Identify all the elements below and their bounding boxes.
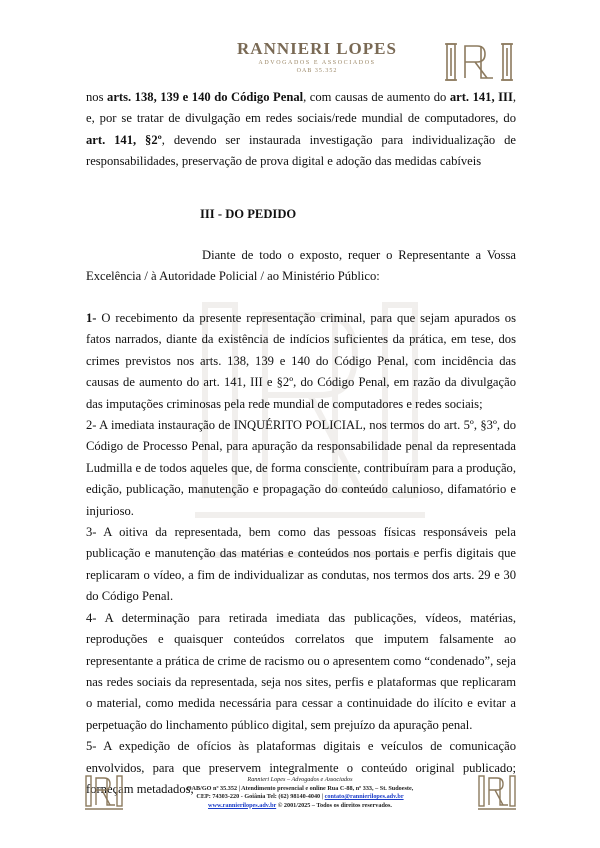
brand-name: RANNIERI LOPES bbox=[237, 39, 397, 58]
request-item-2: 2- A imediata instauração de INQUÉRITO POLICIAL, nos termos do art. 5º, §3º, do Código de Processo Penal, para apuração da responsabilidade penal da representada Ludmilla e de todos aqueles que, de forma consciente, contribuíram para a produção, edição, publicação, manutenção e propagação do conteúdo calunioso, difamatório e injurioso. bbox=[86, 418, 516, 518]
request-item-5: 5- A expedição de ofícios às plataformas digitais e veículos de comunicação envolvidos, para que preservem integralmente o conteúdo original publicado; forneçam metadados, bbox=[86, 739, 516, 796]
header-logo bbox=[445, 38, 513, 84]
brand-oab: OAB 35.352 bbox=[296, 68, 338, 74]
paragraph-crimes-text: nos arts. 138, 139 e 140 do Código Penal, com causas de aumento do art. 141, III, e, por se tratar de divulgação em redes sociais/rede mundial de computadores, do art. 141, §2º, devendo ser instaurada investigação para individualização de responsabilidades, preservação de prova digital e adoção das medidas cabíveis bbox=[86, 90, 517, 169]
footer-contact: CEP: 74303-220 - Goiânia Tel: (62) 98140-4040 | contato@rannierilopes.adv.br bbox=[196, 793, 404, 801]
footer-email-link[interactable]: contato@rannierilopes.adv.br bbox=[324, 793, 404, 801]
brand-subtitle: ADVOGADOS E ASSOCIADOS bbox=[258, 60, 376, 66]
footer-logo-right bbox=[478, 772, 516, 812]
header-brand bbox=[232, 40, 402, 75]
footer bbox=[140, 776, 460, 810]
request-list bbox=[86, 308, 516, 800]
footer-website-link[interactable]: www.rannierilopes.adv.br bbox=[208, 801, 277, 809]
paragraph-crimes bbox=[86, 87, 516, 173]
footer-copyright: www.rannierilopes.adv.br © 2001/2025 – Todos os direitos reservados. bbox=[208, 801, 392, 809]
request-item-1: 1- O recebimento da presente representação criminal, para que sejam apurados os fatos narrados, diante da existência de indícios suficientes da prática, em tese, dos crimes previstos nos arts. 138, 139 e 140 do Código Penal, com incidência das causas de aumento do art. 141, III e §2º, do Código Penal, em razão da divulgação das imputações criminosas pela rede mundial de computadores e redes sociais; bbox=[86, 311, 516, 411]
section-title: III - DO PEDIDO bbox=[200, 207, 297, 221]
footer-monogram-icon bbox=[478, 772, 516, 812]
footer-monogram-icon bbox=[85, 772, 123, 812]
footer-address: OAB/GO nº 35.352 | Atendimento presencial e online Rua C-88, nº 333, – St. Sudoeste, bbox=[186, 784, 414, 792]
footer-logo-left bbox=[85, 772, 123, 812]
request-item-4: 4- A determinação para retirada imediata das publicações, vídeos, matérias, reproduções e quaisquer conteúdos correlatos que imputem falsamente ao representante a prática de crime de racismo ou o apresentem como “condenado”, seja nas redes sociais da representada, seja nos sites, perfis e plataformas que replicaram o material, como medida necessária para cessar a continuidade do ilícito e evitar a perpetuação do linchamento público digital, sem prejuízo da apuração penal. bbox=[86, 610, 516, 732]
law-firm-monogram-icon bbox=[445, 38, 513, 84]
request-intro bbox=[86, 245, 516, 288]
request-item-3: 3- A oitiva da representada, bem como das pessoas físicas responsáveis pela publicação e manutenção das matérias e conteúdos nos portais e perfis digitais que replicaram o vídeo, a fim de individualizar as condutas, nos termos dos arts. 29 e 30 do Código Penal. bbox=[86, 525, 516, 604]
footer-firm: Rannieri Lopes – Advogados e Associados bbox=[247, 776, 353, 783]
request-intro-text: Diante de todo o exposto, requer o Representante a Vossa Excelência / à Autoridade Policial / ao Ministério Público: bbox=[86, 248, 516, 284]
